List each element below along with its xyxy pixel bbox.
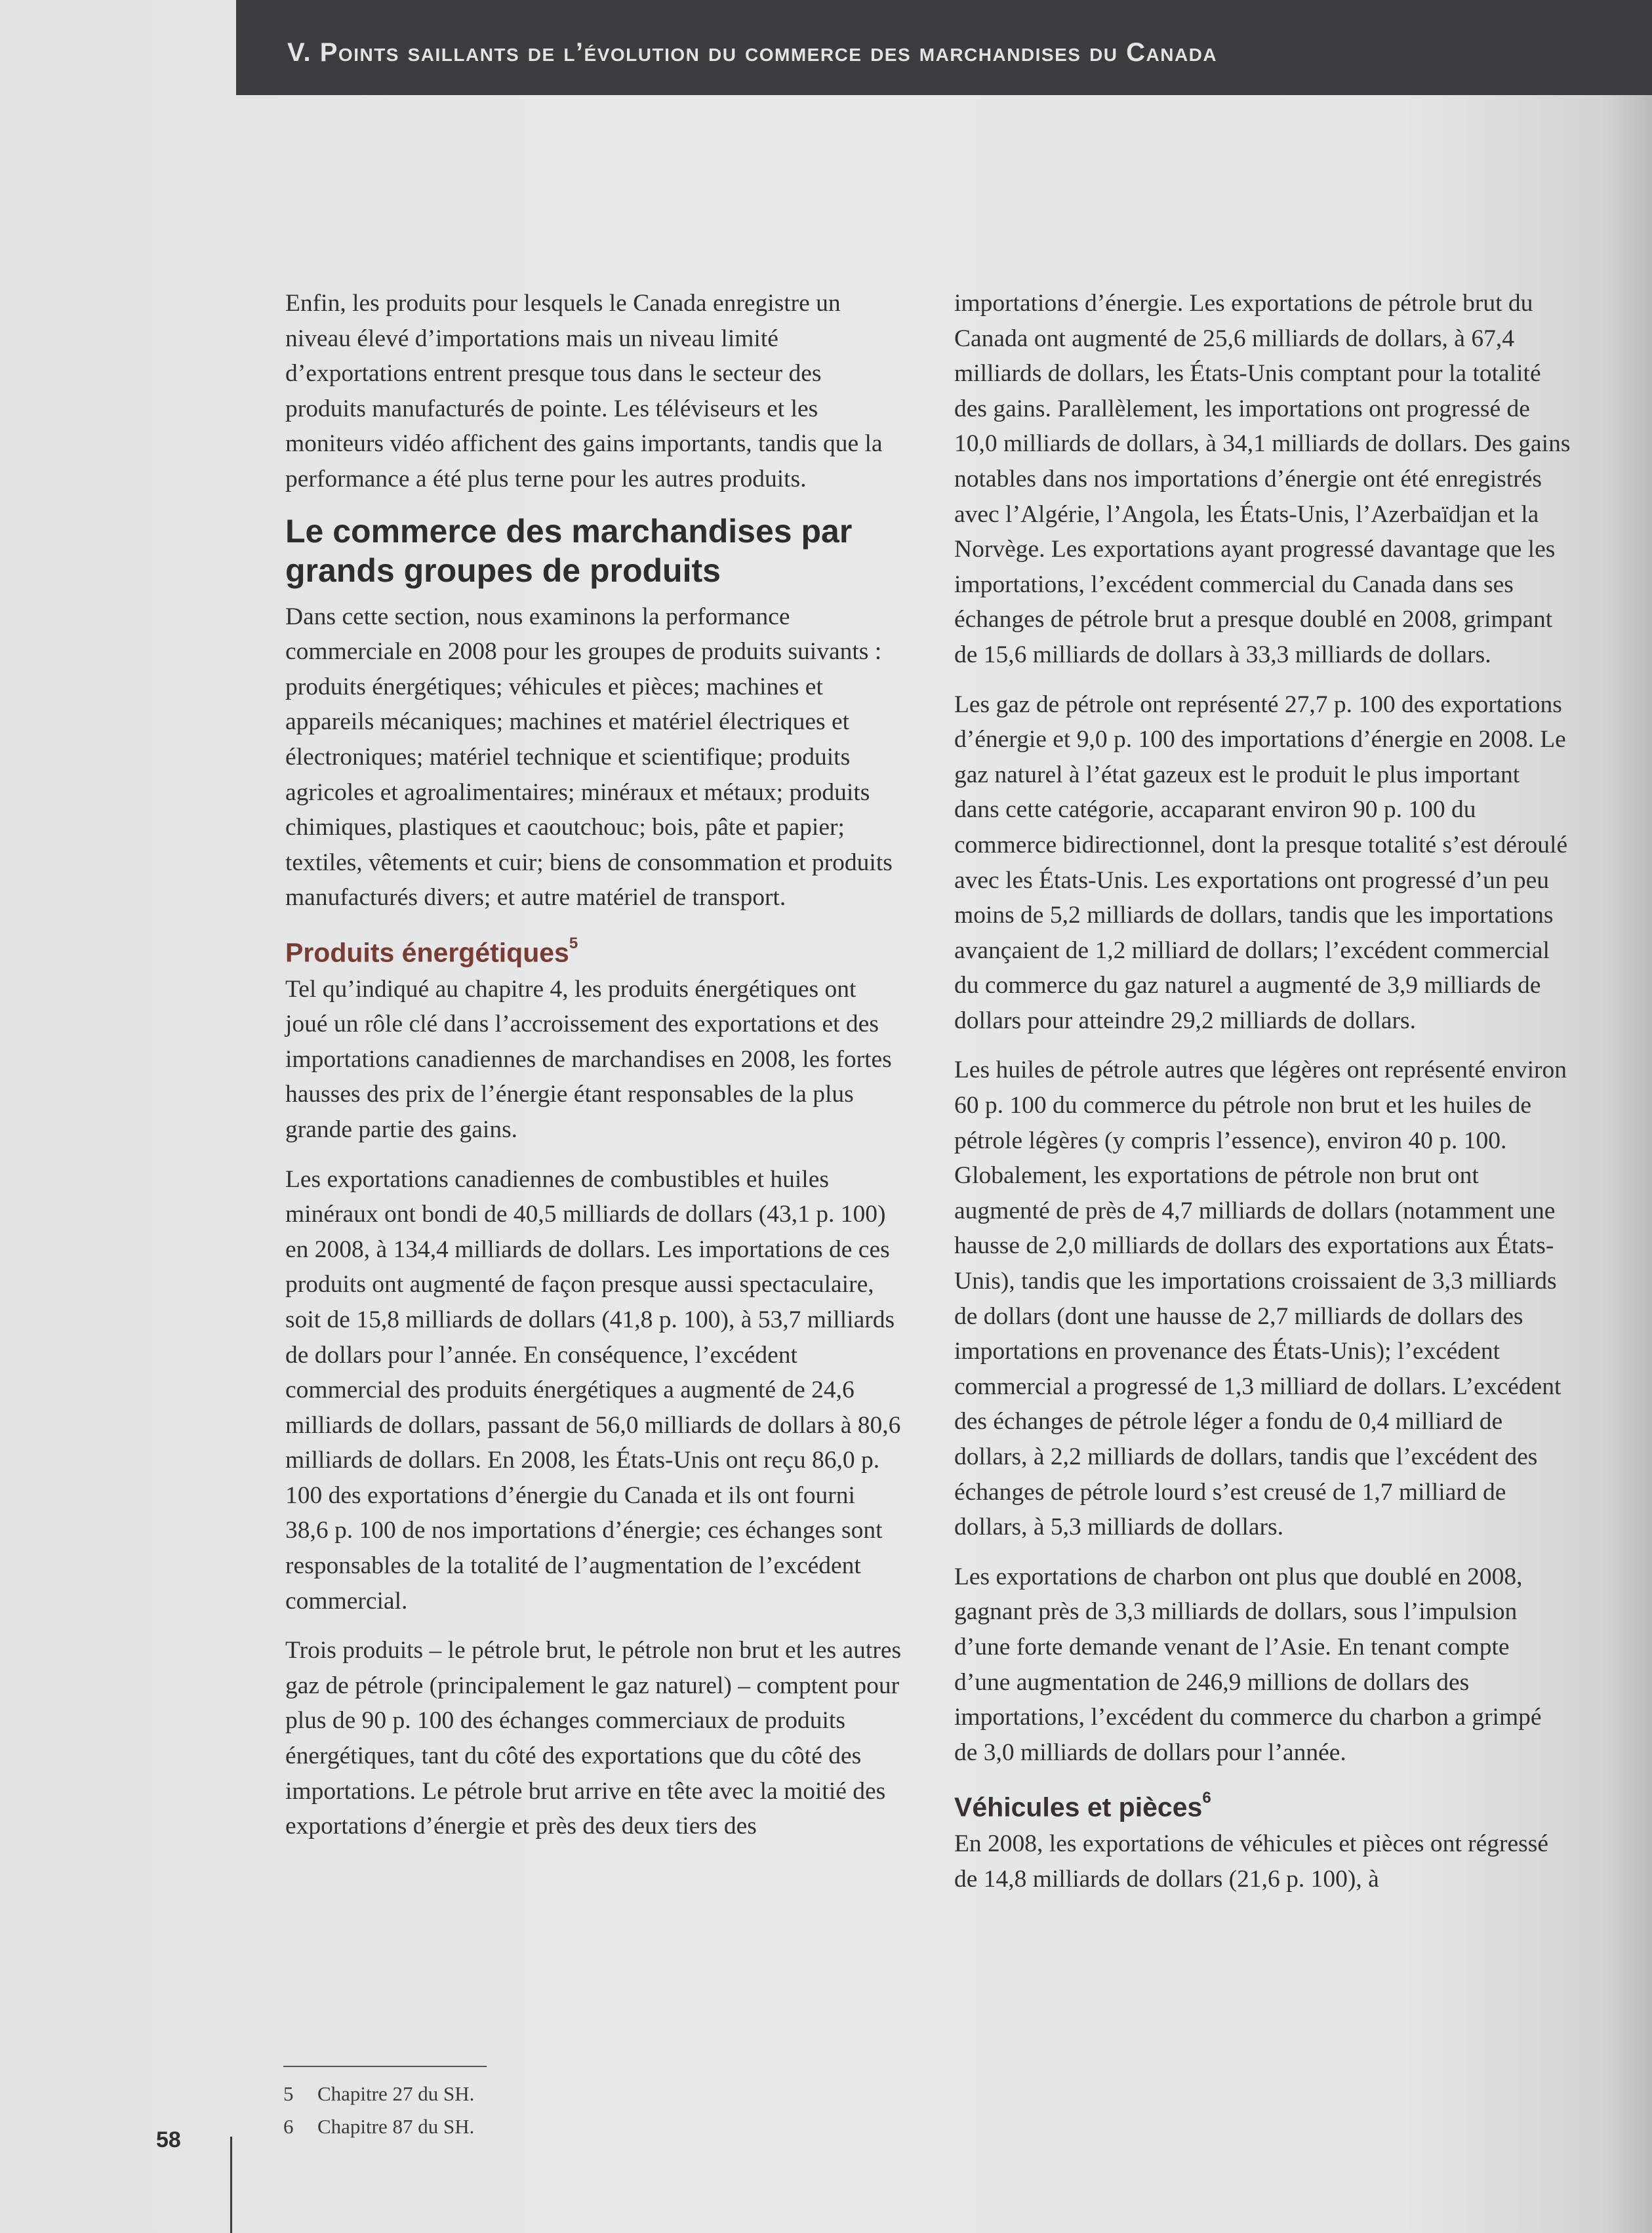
- footnote-divider: [283, 2066, 487, 2067]
- section-heading: Le commerce des marchandises par grands groupes de produits: [285, 512, 853, 589]
- margin-rule: [230, 2137, 232, 2233]
- sub-heading-vehicles: [954, 1784, 1571, 1825]
- paragraph: Trois produits – le pétrole brut, le pétrole non brut et les autres gaz de pétrole (principalement le gaz naturel) – comptent pour plus de 90 p. 100 des échanges commerciaux de produits énergétiques, tant du côté des exportations que du côté des importations. Le pétrole brut arrive en tête avec la moitié des exportations d’énergie et près des deux tiers des: [285, 1637, 902, 1840]
- left-column: [285, 286, 902, 1859]
- footnote-number: 5: [283, 2082, 294, 2105]
- chapter-title: V. Points saillants de l’évolution du commerce des marchandises du Canada: [287, 38, 1218, 67]
- paragraph: Les gaz de pétrole ont représenté 27,7 p. 100 des exportations d’énergie et 9,0 p. 100 des importations d’énergie en 2008. Le gaz naturel à l’état gazeux est le produit le plus important dans cette catégorie, accaparant environ 90 p. 100 du commerce bidirectionnel, dont la presque totalité s’est déroulé avec les États-Unis. Les exportations ont progressé d’un peu moins de 5,2 milliards de dollars, tandis que les importations avançaient de 1,2 milliard de dollars; l’excédent commercial du commerce du gaz naturel a augmenté de 3,9 milliards de dollars pour atteindre 29,2 milliards de dollars.: [954, 691, 1568, 1034]
- footnote-ref: 6: [1202, 1789, 1211, 1807]
- sub-heading-label: Produits énergétiques: [285, 937, 569, 968]
- paragraph: Enfin, les produits pour lesquels le Canada enregistre un niveau élevé d’importations mais un niveau limité d’exportations entrent presque tous dans le secteur des produits manufacturés de pointe. Les téléviseurs et les moniteurs vidéo affichent des gains importants, tandis que la performance a été plus terne pour les autres produits.: [285, 290, 883, 493]
- footnote-text: Chapitre 87 du SH.: [317, 2115, 475, 2138]
- sub-heading-label: Véhicules et pièces: [954, 1792, 1203, 1822]
- paragraph: Les exportations canadiennes de combustibles et huiles minéraux ont bondi de 40,5 milliards de dollars (43,1 p. 100) en 2008, à 134,4 milliards de dollars. Les importations de ces produits ont augmenté de façon presque aussi spectaculaire, soit de 15,8 milliards de dollars (41,8 p. 100), à 53,7 milliards de dollars pour l’année. En conséquence, l’excédent commercial des produits énergétiques a augmenté de 24,6 milliards de dollars, passant de 56,0 milliards de dollars à 80,6 milliards de dollars. En 2008, les États-Unis ont reçu 86,0 p. 100 des exportations d’énergie du Canada et ils ont fourni 38,6 p. 100 de nos importations d’énergie; ces échanges sont responsables de la totalité de l’augmentation de l’excédent commercial.: [285, 1165, 901, 1615]
- footnote-ref: 5: [569, 934, 578, 952]
- paragraph: Tel qu’indiqué au chapitre 4, les produits énergétiques ont joué un rôle clé dans l’accroissement des exportations et des importations canadiennes de marchandises en 2008, les fortes hausses des prix de l’énergie étant responsables de la plus grande partie des gains.: [285, 975, 892, 1143]
- paragraph: Dans cette section, nous examinons la performance commerciale en 2008 pour les groupes de produits suivants : produits énergétiques; véhicules et pièces; machines et appareils mécaniques; machines et matériel électriques et électroniques; matériel technique et scientifique; produits agricoles et agroalimentaires; minéraux et métaux; produits chimiques, plastiques et caoutchouc; bois, pâte et papier; textiles, vêtements et cuir; biens de consommation et produits manufacturés divers; et autre matériel de transport.: [285, 603, 893, 912]
- sub-heading-energy: [285, 930, 902, 971]
- footnote-text: Chapitre 27 du SH.: [317, 2082, 475, 2105]
- footnote: [283, 2110, 474, 2143]
- footnote-number: 6: [283, 2115, 294, 2138]
- paragraph: importations d’énergie. Les exportations de pétrole brut du Canada ont augmenté de 25,6 milliards de dollars, à 67,4 milliards de dollars, les États-Unis comptant pour la totalité des gains. Parallèlement, les importations ont progressé de 10,0 milliards de dollars, à 34,1 milliards de dollars. Des gains notables dans nos importations d’énergie ont été enregistrés avec l’Algérie, l’Angola, les États-Unis, l’Azerbaïdjan et la Norvège. Les exportations ayant progressé davantage que les importations, l’excédent commercial du Canada dans ses échanges de pétrole brut a presque doublé en 2008, grimpant de 15,6 milliards de dollars à 33,3 milliards de dollars.: [954, 290, 1571, 668]
- paragraph: En 2008, les exportations de véhicules et pièces ont régressé de 14,8 milliards de dollars (21,6 p. 100), à: [954, 1830, 1548, 1893]
- paragraph: Les huiles de pétrole autres que légères ont représenté environ 60 p. 100 du commerce du pétrole non brut et les huiles de pétrole légères (y compris l’essence), environ 40 p. 100. Globalement, les exportations de pétrole non brut ont augmenté de près de 4,7 milliards de dollars (notamment une hausse de 2,0 milliards de dollars des exportations aux États-Unis), tandis que les importations croissaient de 3,3 milliards de dollars (dont une hausse de 2,7 milliards de dollars des importations en provenance des États-Unis); l’excédent commercial a progressé de 1,3 milliard de dollars. L’excédent des échanges de pétrole léger a fondu de 0,4 milliard de dollars, à 2,2 milliards de dollars, tandis que l’excédent des échanges de pétrole lourd s’est creusé de 1,7 milliard de dollars, à 5,3 milliards de dollars.: [954, 1056, 1567, 1541]
- paragraph: Les exportations de charbon ont plus que doublé en 2008, gagnant près de 3,3 milliards de dollars, sous l’impulsion d’une forte demande venant de l’Asie. En tenant compte d’une augmentation de 246,9 millions de dollars des importations, l’excédent du commerce du charbon a grimpé de 3,0 milliards de dollars pour l’année.: [954, 1563, 1542, 1766]
- page-number: 58: [156, 2127, 181, 2152]
- footnote: [283, 2078, 474, 2110]
- footnotes: [283, 2078, 474, 2143]
- right-column: [954, 286, 1571, 1911]
